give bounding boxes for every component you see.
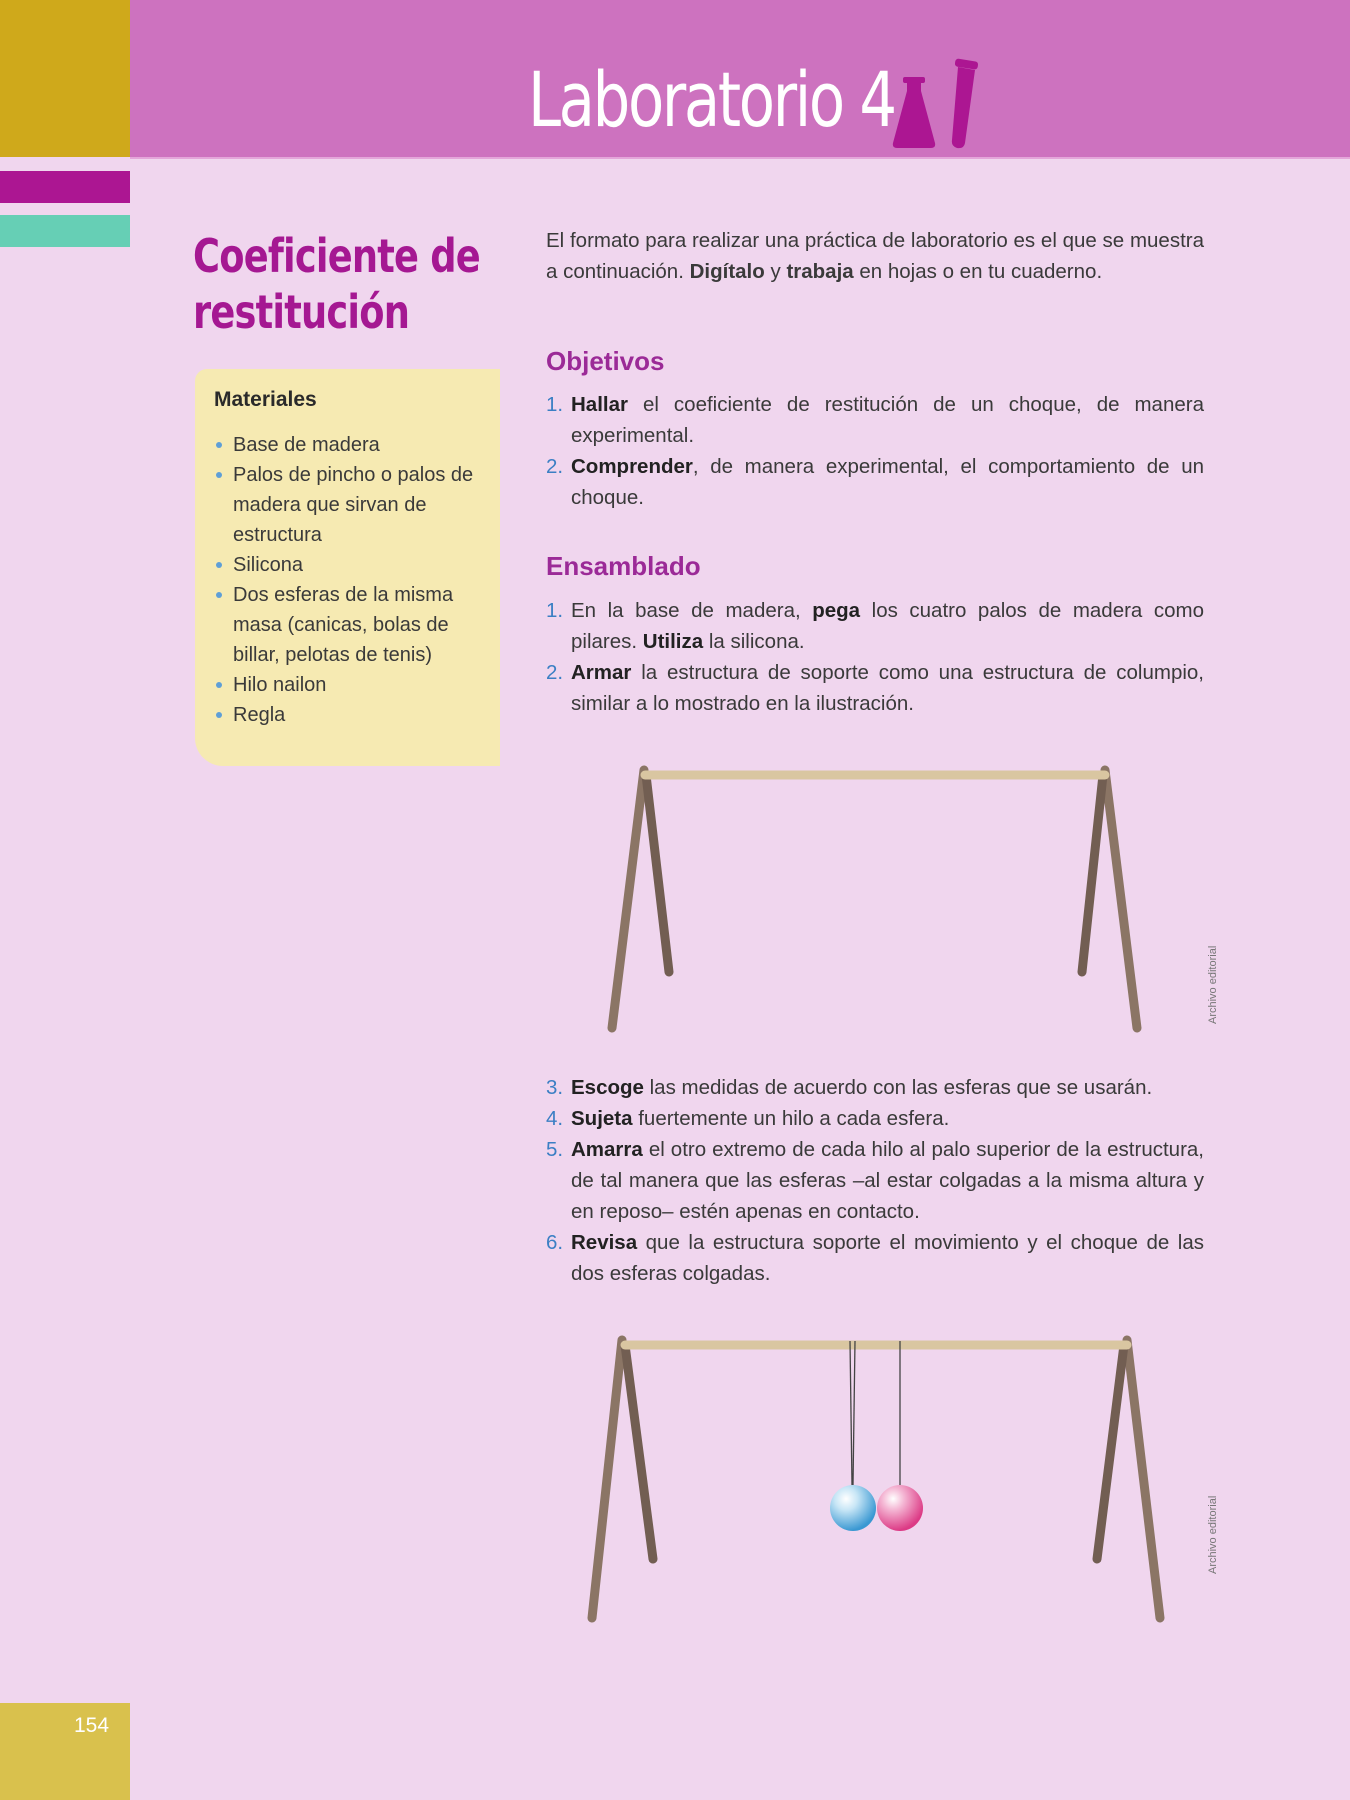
list-item: Silicona: [214, 550, 482, 580]
step-verb: Amarra: [571, 1138, 643, 1161]
intro-bold-digitalo: Digítalo: [689, 260, 765, 283]
step-number: 2.: [546, 661, 564, 684]
step-number: 5.: [546, 1138, 564, 1161]
intro-bold-trabaja: trabaja: [786, 260, 854, 283]
step-number: 6.: [546, 1231, 564, 1254]
list-item: [546, 1072, 1204, 1103]
step-text: las medidas de acuerdo con las esferas que se usarán.: [643, 1076, 1153, 1099]
section-title: [193, 228, 480, 340]
intro-text: El formato para realizar una práctica de laboratorio es el que se muestra a continuación.: [546, 229, 1204, 283]
image-credit: Archivo editorial: [1207, 945, 1219, 1024]
step-text: la silicona.: [703, 630, 805, 653]
step-text: En la base de madera,: [571, 599, 813, 622]
header-divider: [130, 157, 1350, 159]
list-item: [546, 595, 1204, 657]
step-text: los cuatro palos de madera como pilares.: [571, 599, 1205, 653]
step-text: el otro extremo de cada hilo al palo superior de la estructura, de tal manera que las esferas –al estar colgadas a la misma altura y en reposo– estén apenas en contacto.: [571, 1138, 1204, 1223]
step-number: 4.: [546, 1107, 564, 1130]
intro-text: en hojas o en tu cuaderno.: [853, 260, 1103, 283]
assembly-list-continued: [546, 1072, 1204, 1289]
step-number: 3.: [546, 1076, 564, 1099]
magenta-stripe: [0, 171, 130, 203]
step-verb: Escoge: [571, 1076, 644, 1099]
assembly-heading: Ensamblado: [546, 551, 701, 581]
step-text: que la estructura soporte el movimiento y el choque de las dos esferas colgadas.: [571, 1231, 1204, 1285]
list-item: [546, 389, 1204, 451]
page-title: Laboratorio 4: [528, 55, 895, 144]
step-verb: Armar: [571, 661, 632, 684]
step-text: , de manera experimental, el comportamiento de un choque.: [571, 455, 1204, 509]
step-verb: Utiliza: [642, 630, 704, 653]
list-item: [546, 657, 1204, 719]
step-verb: Hallar: [571, 393, 628, 416]
objectives-heading: Objetivos: [546, 346, 665, 376]
page-number-tab: [0, 1703, 130, 1800]
list-item: Palos de pincho o palos de madera que sirvan de estructura: [214, 460, 482, 550]
step-verb: pega: [812, 599, 861, 622]
step-verb: Revisa: [571, 1231, 638, 1254]
page-number: 154: [74, 1714, 110, 1737]
pendulum-illustration: [580, 1325, 1180, 1630]
step-number: 1.: [546, 393, 564, 416]
mint-stripe: [0, 215, 130, 247]
materials-box: [195, 369, 500, 766]
assembly-list: [546, 595, 1204, 719]
step-number: 2.: [546, 455, 564, 478]
list-item: [546, 1134, 1204, 1227]
list-item: Dos esferas de la misma masa (canicas, bolas de billar, pelotas de tenis): [214, 580, 482, 670]
intro-text: y: [764, 260, 787, 283]
list-item: Hilo nailon: [214, 670, 482, 700]
step-text: el coeficiente de restitución de un choque, de manera experimental.: [571, 393, 1204, 447]
section-title-line-1: Coeficiente de: [193, 229, 480, 283]
step-number: 1.: [546, 599, 564, 622]
materials-list: [214, 430, 482, 730]
step-text: la estructura de soporte como una estructura de columpio, similar a lo mostrado en la ilustración.: [571, 661, 1204, 715]
lab-flask-and-test-tube-icon: [885, 55, 985, 150]
list-item: Base de madera: [214, 430, 482, 460]
step-verb: Comprender: [571, 455, 693, 478]
list-item: [546, 1227, 1204, 1289]
corner-accent-block: [0, 0, 130, 157]
objectives-list: [546, 389, 1204, 513]
frame-illustration: [600, 755, 1160, 1045]
intro-paragraph: [546, 225, 1204, 287]
list-item: [546, 451, 1204, 513]
step-text: fuertemente un hilo a cada esfera.: [632, 1107, 950, 1130]
section-title-line-2: restitución: [193, 285, 410, 339]
list-item: Regla: [214, 700, 482, 730]
materials-heading: Materiales: [214, 388, 317, 411]
step-verb: Sujeta: [571, 1107, 633, 1130]
image-credit: Archivo editorial: [1207, 1495, 1219, 1574]
list-item: [546, 1103, 1204, 1134]
